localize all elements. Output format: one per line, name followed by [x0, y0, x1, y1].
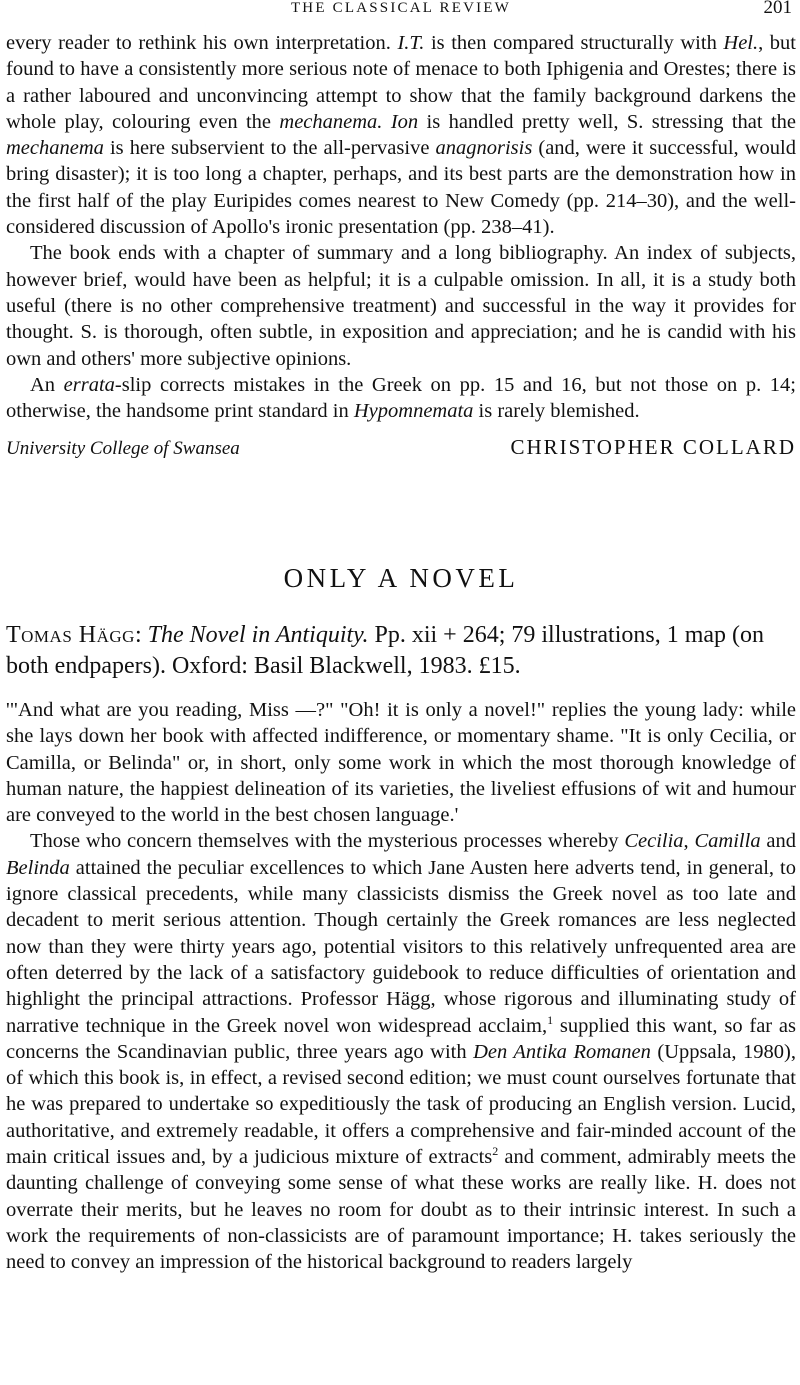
review-two-body	[6, 697, 796, 1276]
book-author: Tomas Hägg	[6, 622, 135, 648]
section-title: ONLY A NOVEL	[283, 563, 519, 593]
footnote-ref-2[interactable]: 2	[492, 1144, 499, 1159]
reviewer-signature: CHRISTOPHER COLLARD	[510, 435, 796, 460]
review-one-paragraph-3: An errata-slip corrects mistakes in the Greek on pp. 15 and 16, but not those on p. 14; otherwise, the handsome print standard in Hypomnemata is rarely blemished.	[6, 373, 796, 423]
review-two-quote: '"And what are you reading, Miss —?" "Oh! it is only a novel!" replies the young lady: while she lays down her book with affected indifference, or momentary shame. "It is only Cecilia, or Camilla, or Belinda" or, in short, only some work in which the most thorough knowledge of human nature, the happiest delineation of its varieties, the liveliest effusions of wit and humour are conveyed to the world in the best chosen language.'	[6, 699, 796, 827]
footnote-ref-1[interactable]: 1	[547, 1012, 554, 1027]
reviewer-affiliation: University College of Swansea	[6, 438, 240, 460]
running-head	[6, 0, 796, 20]
review-one-body	[6, 30, 796, 460]
book-title: The Novel in Antiquity.	[147, 622, 369, 648]
review-two-paragraph-2: Those who concern themselves with the mysterious processes whereby Cecilia, Camilla and Belinda attained the peculiar excellences to which Jane Austen here adverts tend, in general, to ignore classical precedents, while many classicists dismiss the Greek novel as too late and decadent to merit serious attention. Though certainly the Greek romances are less neglected now than they were thirty years ago, potential visitors to this relatively unfrequented area are often deterred by the lack of a satisfactory guidebook to reduce difficulties of orientation and highlight the principal attractions. Professor Hägg, whose rigorous and illuminating study of narrative technique in the Greek novel won widespread acclaim,$^1$ supplied this want, so far as concerns the Scandinavian public, three years ago with Den Antika Romanen (Uppsala, 1980), of which this book is, in effect, a revised second edition; we must count ourselves fortunate that he was prepared to undertake so expeditiously the task of producing an English version. Lucid, authoritative, and extremely readable, it offers a comprehensive and fair-minded account of the main critical issues and, by a judicious mixture of extracts$^2$ and comment, admirably meets the daunting challenge of conveying some sense of what these works are really like. H. does not overrate their merits, but he leaves no room for doubt as to their intrinsic interest. In such a work the requirements of non-classicists are of paramount importance; H. takes seriously the need to convey an impression of the historical background to readers largely	[6, 830, 797, 1274]
review-one-paragraph-1: every reader to rethink his own interpretation. I.T. is then compared structurally with Hel., but found to have a consistently more serious note of menace to both Iphigenia and Orestes; there is a rather laboured and unconvincing attempt to show that the family background darkens the whole play, colouring even the mechanema. Ion is handled pretty well, S. stressing that the mechanema is here subservient to the all-pervasive anagnorisis (and, were it successful, would bring disaster); it is too long a chapter, perhaps, and its best parts are the demonstration how in the first half of the play Euripides comes nearest to New Comedy (pp. 214–30), and the well-considered discussion of Apollo's ironic presentation (pp. 238–41).	[6, 32, 797, 239]
book-heading: Tomas Hägg: The Novel in Antiquity. Pp. xii + 264; 79 illustrations, 1 map (on both endpapers). Oxford: Basil Blackwell, 1983. £15.	[6, 622, 765, 679]
page-number: 201	[763, 0, 792, 18]
journal-page	[6, 0, 796, 1385]
review-one-signature-row	[6, 435, 796, 460]
running-head-title: THE CLASSICAL REVIEW	[290, 0, 512, 16]
book-details: Pp. xii + 264; 79 illustrations, 1 map (on both endpapers). Oxford: Basil Blackwell, 1983. £15.	[6, 622, 765, 679]
review-one-paragraph-2: The book ends with a chapter of summary and a long bibliography. An index of subjects, however brief, would have been as helpful; it is a culpable omission. In all, it is a study both useful (there is no other comprehensive treatment) and successful in the way it provides for thought. S. is thorough, often subtle, in exposition and appreciation; and he is candid with his own and others' more subjective opinions.	[6, 242, 796, 370]
